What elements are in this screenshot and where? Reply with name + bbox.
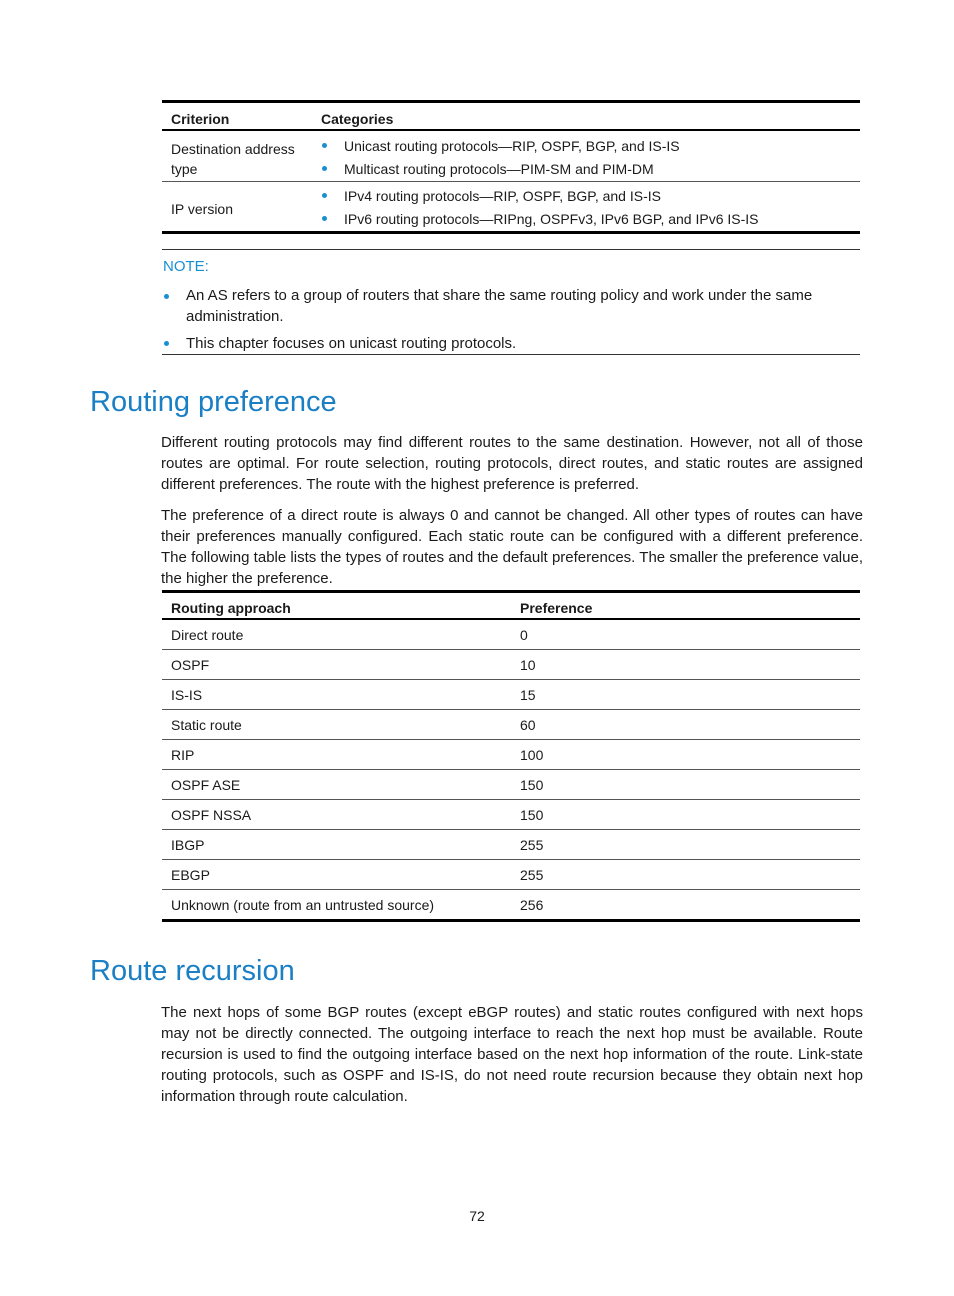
note-top-rule bbox=[162, 249, 860, 250]
table-row bbox=[162, 860, 860, 890]
bullet-icon bbox=[322, 143, 327, 148]
route-type: Static route bbox=[171, 717, 242, 733]
table-header-criterion: Criterion bbox=[171, 111, 230, 127]
category-item: Unicast routing protocols—RIP, OSPF, BGP, and IS-IS bbox=[344, 138, 680, 154]
route-type: Direct route bbox=[171, 627, 244, 643]
note-item-line-cont: administration. bbox=[186, 308, 284, 325]
section-heading-route-recursion: Route recursion bbox=[90, 955, 295, 987]
preference-value: 150 bbox=[520, 807, 544, 823]
preference-value: 60 bbox=[520, 717, 536, 733]
route-type: OSPF bbox=[171, 657, 210, 673]
category-item: IPv4 routing protocols—RIP, OSPF, BGP, and IS-IS bbox=[344, 188, 661, 204]
paragraph: The preference of a direct route is always 0 and cannot be changed. All other types of routes can have their preferences manually configured. Each static route can be configured with a different preference. The following table lists the types of routes and the default preferences. The smaller the preference value, the higher the preference. bbox=[161, 507, 863, 587]
page-number: 72 bbox=[469, 1208, 485, 1224]
table-header-rule bbox=[162, 129, 860, 131]
note-bottom-rule bbox=[162, 354, 860, 355]
table-header-preference: Preference bbox=[520, 600, 593, 616]
table-header-row bbox=[162, 590, 860, 620]
table-row bbox=[162, 740, 860, 770]
table-row bbox=[162, 800, 860, 830]
route-type: OSPF NSSA bbox=[171, 807, 252, 823]
table-header-categories: Categories bbox=[321, 111, 394, 127]
paragraph: Different routing protocols may find different routes to the same destination. However, not all of those routes are optimal. For route selection, routing protocols, direct routes, and static routes are assigned different preferences. The route with the highest preference is preferred. bbox=[161, 434, 863, 493]
table-row bbox=[162, 890, 860, 922]
criterion-cell: Destination address bbox=[171, 141, 295, 157]
preference-value: 256 bbox=[520, 897, 544, 913]
table-row bbox=[162, 680, 860, 710]
note-item: This chapter focuses on unicast routing protocols. bbox=[186, 335, 517, 352]
bullet-icon bbox=[164, 294, 169, 299]
preference-value: 0 bbox=[520, 627, 528, 643]
preference-value: 100 bbox=[520, 747, 544, 763]
preference-table bbox=[162, 590, 860, 922]
table-top-rule bbox=[162, 100, 860, 103]
route-type: IBGP bbox=[171, 837, 205, 853]
route-type: RIP bbox=[171, 747, 195, 763]
route-type: EBGP bbox=[171, 867, 210, 883]
table-row bbox=[162, 620, 860, 650]
paragraph: The next hops of some BGP routes (except eBGP routes) and static routes configured with next hops may not be directly connected. The outgoing interface to reach the next hop must be available. Route recursion is used to find the outgoing interface based on the next hop information of the route. Link-state routing protocols, such as OSPF and IS-IS, do not need route recursion because they obtain next hop information through route calculation. bbox=[161, 1004, 863, 1105]
preference-value: 255 bbox=[520, 837, 544, 853]
table-row bbox=[162, 830, 860, 860]
table-header-routing-approach: Routing approach bbox=[171, 600, 291, 616]
bullet-icon bbox=[322, 216, 327, 221]
criterion-cell-cont: type bbox=[171, 161, 198, 177]
route-type: OSPF ASE bbox=[171, 777, 241, 793]
preference-value: 255 bbox=[520, 867, 544, 883]
table-row bbox=[162, 650, 860, 680]
bullet-icon bbox=[322, 166, 327, 171]
preference-value: 10 bbox=[520, 657, 536, 673]
note-item-line: An AS refers to a group of routers that share the same routing policy and work under the same bbox=[186, 287, 813, 304]
bullet-icon bbox=[164, 341, 169, 346]
bullet-icon bbox=[322, 193, 327, 198]
category-item: IPv6 routing protocols—RIPng, OSPFv3, IPv6 BGP, and IPv6 IS-IS bbox=[344, 211, 759, 227]
table-bottom-rule bbox=[162, 231, 860, 234]
note-label: NOTE: bbox=[163, 258, 209, 275]
route-type: IS-IS bbox=[171, 687, 203, 703]
preference-value: 15 bbox=[520, 687, 536, 703]
section-heading-routing-preference: Routing preference bbox=[90, 386, 337, 418]
criterion-cell: IP version bbox=[171, 201, 233, 217]
route-type: Unknown (route from an untrusted source) bbox=[171, 897, 435, 913]
table-row-rule bbox=[162, 181, 860, 182]
preference-value: 150 bbox=[520, 777, 544, 793]
table-row bbox=[162, 770, 860, 800]
category-item: Multicast routing protocols—PIM-SM and PIM-DM bbox=[344, 161, 654, 177]
table-row bbox=[162, 710, 860, 740]
